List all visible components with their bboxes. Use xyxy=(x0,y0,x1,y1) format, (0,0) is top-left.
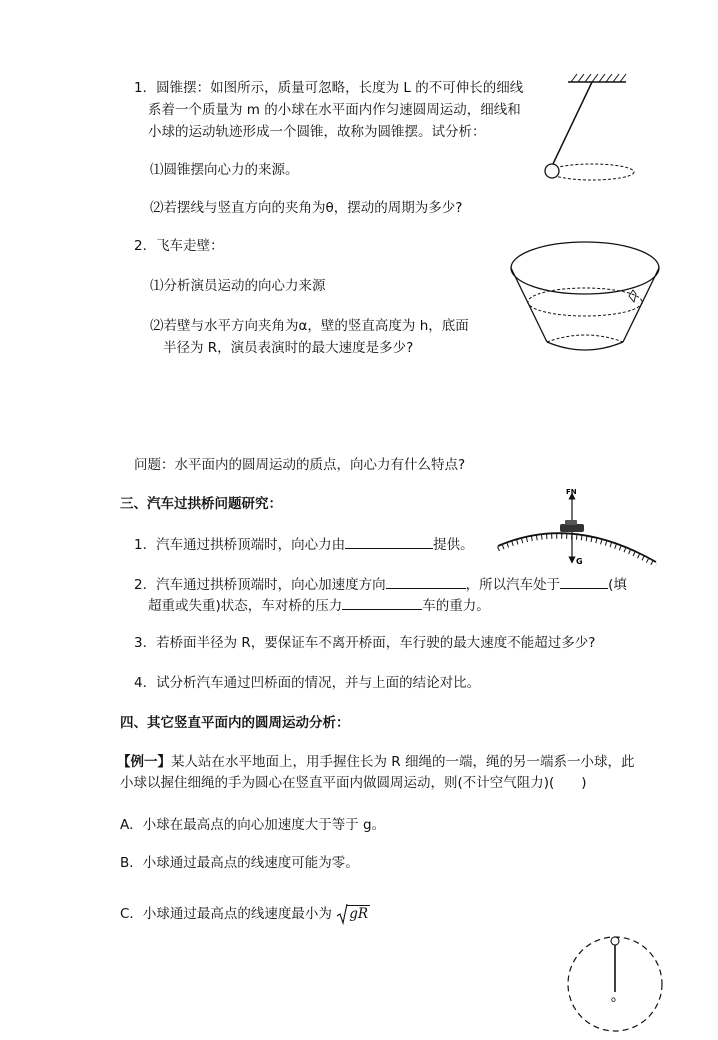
s1-line3: 小球的运动轨迹形成一个圆锥，故称为圆锥摆。试分析： xyxy=(148,124,486,140)
bowl-figure xyxy=(505,238,665,358)
s2-title: 2．飞车走壁： xyxy=(134,238,224,254)
blank-3[interactable] xyxy=(560,574,608,589)
s1-line2: 系着一个质量为 m 的小球在水平面内作匀速圆周运动，细线和 xyxy=(148,102,521,118)
s1-q1: ⑴圆锥摆向心力的来源。 xyxy=(150,162,299,178)
sqrt-expr: gR xyxy=(349,906,369,922)
s1-q2: ⑵若摆线与竖直方向的夹角为θ，摆动的周期为多少? xyxy=(150,200,463,216)
s3-item2b-post: 车的重力。 xyxy=(422,598,490,614)
blank-1[interactable] xyxy=(345,534,433,549)
arch-bridge-figure xyxy=(494,484,664,574)
s2-q2b: 半径为 R，演员表演时的最大速度是多少? xyxy=(163,340,414,356)
s3-item1-pre: 1．汽车通过拱桥顶端时，向心力由 xyxy=(134,537,346,553)
s4-example-line1 xyxy=(117,752,634,772)
s3-heading: 三、汽车过拱桥问题研究： xyxy=(120,496,282,512)
example-text-1: 某人站在水平地面上，用手握住长为 R 细绳的一端，绳的另一端系一小球，此 xyxy=(171,754,635,770)
s3-item2b xyxy=(148,595,490,616)
fig-fn-label: FN xyxy=(566,488,577,496)
s3-item2-pre: 2．汽车通过拱桥顶端时，向心加速度方向 xyxy=(134,577,386,593)
s3-item4: 4．试分析汽车通过凹桥面的情况，并与上面的结论对比。 xyxy=(134,675,481,691)
blank-4[interactable] xyxy=(342,595,422,610)
s3-item1-post: 提供。 xyxy=(433,537,474,553)
option-b: B．小球通过最高点的线速度可能为零。 xyxy=(120,855,359,871)
s1-line1: 1．圆锥摆：如图所示，质量可忽略，长度为 L 的不可伸长的细线 xyxy=(134,80,524,96)
blank-2[interactable] xyxy=(386,574,466,589)
s2-q2a: ⑵若壁与水平方向夹角为α，壁的竖直高度为 h，底面 xyxy=(150,318,469,334)
s3-item2-post: (填 xyxy=(608,577,627,593)
vertical-circle-figure xyxy=(564,932,666,1034)
s4-example-line2: 小球以握住细绳的手为圆心在竖直平面内做圆周运动，则(不计空气阻力)( ) xyxy=(120,775,587,791)
option-c xyxy=(120,903,371,925)
fig-g-label: G xyxy=(576,557,583,566)
option-a: A．小球在最高点的向心加速度大于等于 g。 xyxy=(120,817,386,833)
example-label: 【例一】 xyxy=(117,754,171,770)
conical-pendulum-figure xyxy=(540,70,650,190)
question-text: 问题：水平面内的圆周运动的质点，向心力有什么特点? xyxy=(134,457,466,473)
option-c-text: C．小球通过最高点的线速度最小为 xyxy=(120,906,332,922)
s2-q1: ⑴分析演员运动的向心力来源 xyxy=(150,278,326,294)
s3-item3: 3．若桥面半径为 R，要保证车不离开桥面，车行驶的最大速度不能超过多少? xyxy=(134,635,596,651)
s4-heading: 四、其它竖直平面内的圆周运动分析： xyxy=(120,715,350,731)
s3-item2-mid: ，所以汽车处于 xyxy=(465,577,561,593)
s3-item1 xyxy=(134,534,474,555)
s3-item2 xyxy=(134,574,627,595)
s3-item2b-pre: 超重或失重)状态，车对桥的压力 xyxy=(148,598,343,614)
center-o-label: o xyxy=(611,995,616,1004)
